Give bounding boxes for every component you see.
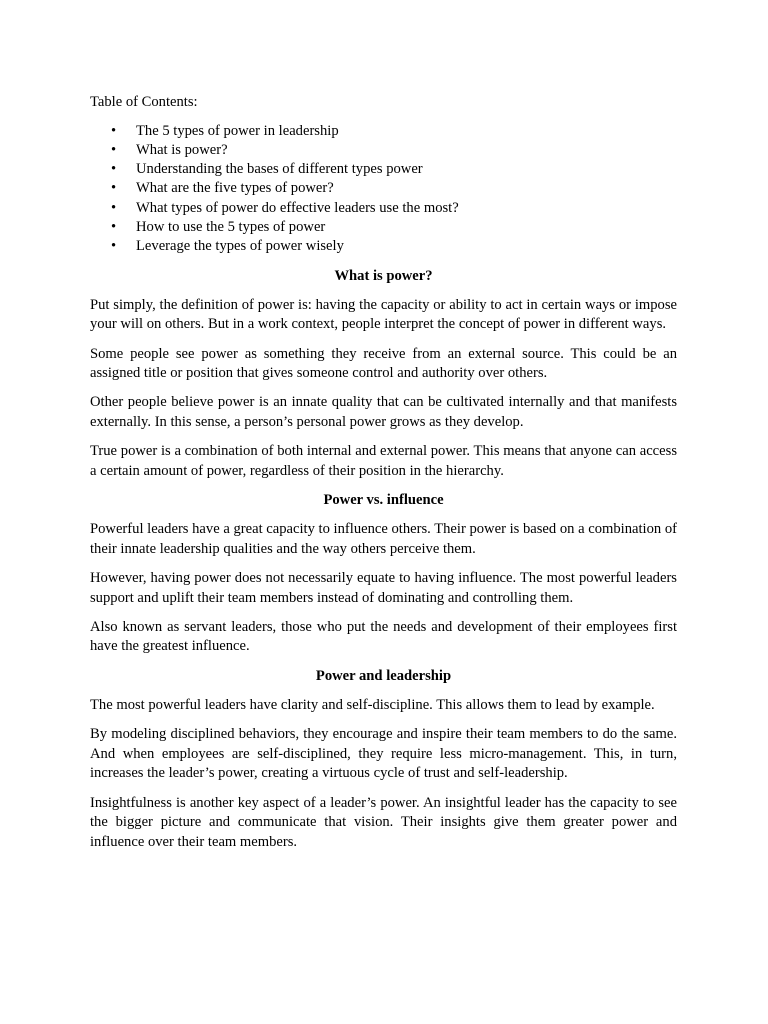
toc-item	[90, 218, 677, 237]
bullet-icon: •	[111, 218, 117, 235]
toc-item	[90, 141, 677, 160]
bullet-icon: •	[111, 238, 117, 255]
bullet-icon: •	[111, 122, 117, 139]
toc-list	[90, 122, 677, 257]
paragraph: True power is a combination of both internal and external power. This means that anyone can access a certain amount of power, regardless of their position in the hierarchy.	[90, 443, 677, 479]
document-page	[90, 93, 677, 862]
paragraph: However, having power does not necessarily equate to having influence. The most powerful leaders support and uplift their team members instead of dominating and controlling them.	[90, 570, 677, 606]
paragraph: Insightfulness is another key aspect of a leader’s power. An insightful leader has the capacity to see the bigger picture and communicate that vision. Their insights give them greater power and influence over their team members.	[90, 794, 677, 850]
toc-item-label: Leverage the types of power wisely	[136, 238, 344, 255]
bullet-icon: •	[111, 141, 117, 158]
paragraph: By modeling disciplined behaviors, they encourage and inspire their team members to do the same. And when employees are self-disciplined, they require less micro-management. This, in turn, increases the leader’s power, creating a virtuous cycle of trust and self-leadership.	[90, 726, 677, 782]
toc-item-label: Understanding the bases of different types power	[136, 161, 423, 178]
toc-item-label: How to use the 5 types of power	[136, 218, 326, 235]
toc-item	[90, 122, 677, 141]
toc-item-label: The 5 types of power in leadership	[136, 122, 339, 139]
section-power-and-leadership	[90, 667, 677, 852]
toc-item-label: What types of power do effective leaders use the most?	[136, 199, 459, 216]
toc-item	[90, 179, 677, 198]
toc-item-label: What is power?	[136, 141, 228, 158]
paragraph: Powerful leaders have a great capacity to influence others. Their power is based on a combination of their innate leadership qualities and the way others perceive them.	[90, 521, 677, 557]
bullet-icon: •	[111, 180, 117, 197]
paragraph: Put simply, the definition of power is: having the capacity or ability to act in certain ways or impose your will on others. But in a work context, people interpret the concept of power in different ways.	[90, 296, 677, 333]
paragraph: Other people believe power is an innate quality that can be cultivated internally and that manifests externally. In this sense, a person’s personal power grows as they develop.	[90, 394, 677, 430]
bullet-icon: •	[111, 199, 117, 216]
section-heading: Power vs. influence	[323, 492, 444, 509]
toc-title: Table of Contents:	[90, 94, 198, 110]
paragraph: The most powerful leaders have clarity and self-discipline. This allows them to lead by example.	[90, 697, 655, 714]
toc-item	[90, 160, 677, 179]
toc-item	[90, 199, 677, 218]
toc-item-label: What are the five types of power?	[136, 180, 334, 197]
toc-item	[90, 237, 677, 256]
section-what-is-power	[90, 267, 677, 482]
section-power-vs-influence	[90, 491, 677, 657]
paragraph: Some people see power as something they receive from an external source. This could be an assigned title or position that gives someone control and authority over others.	[90, 345, 677, 382]
paragraph: Also known as servant leaders, those who put the needs and development of their employees first have the greatest influence.	[90, 618, 677, 655]
bullet-icon: •	[111, 161, 117, 178]
section-heading: Power and leadership	[315, 667, 452, 684]
section-heading: What is power?	[334, 267, 433, 284]
